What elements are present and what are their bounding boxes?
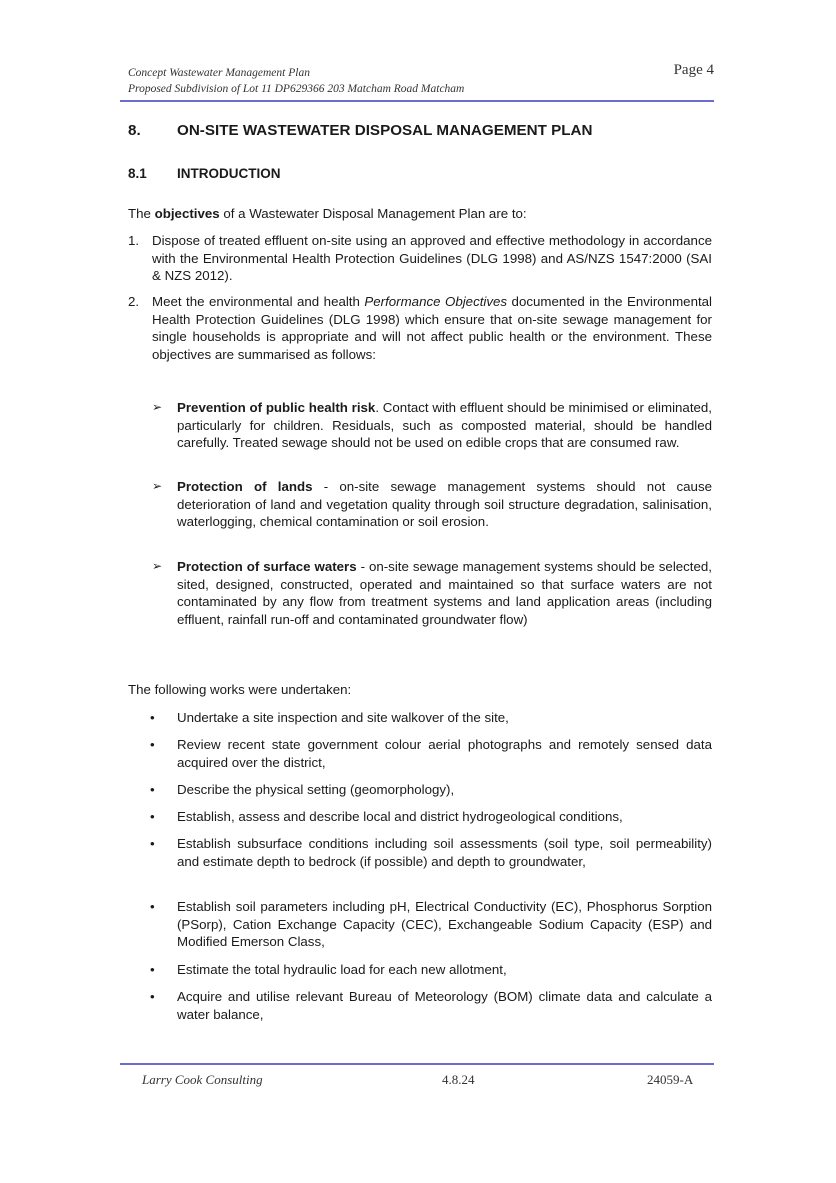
bullet-icon: •	[150, 899, 155, 914]
bullet-icon: •	[150, 737, 155, 752]
list-item: • Undertake a site inspection and site walkover of the site,	[150, 710, 509, 725]
bullet-icon: •	[150, 782, 155, 797]
subsection-heading	[128, 166, 281, 181]
list-number: 1.	[128, 233, 140, 248]
footer-date: 4.8.24	[442, 1072, 475, 1087]
performance-objective: ➢ Protection of surface waters - on-site sewage management systems should be selected, sited, designed, constructed, operated and maintained so that surface waters are not contaminated by any flow from treatment systems and land application areas (including effluent, rainfall run-off and contaminated groundwater flow)	[152, 559, 712, 627]
objective-text: Dispose of treated effluent on-site using an approved and effective methodology in accordance with the Environmental Health Protection Guidelines (DLG 1998) and AS/NZS 1547:2000 (SAI & NZS 2012).	[152, 233, 712, 283]
arrow-bullet-icon: ➢	[152, 479, 163, 493]
bullet-icon: •	[150, 962, 155, 977]
arrow-bullet-icon: ➢	[152, 559, 163, 573]
list-item: • Acquire and utilise relevant Bureau of Meteorology (BOM) climate data and calculate a water balance,	[150, 989, 712, 1022]
bullet-icon: •	[150, 836, 155, 851]
objective-item	[128, 232, 712, 285]
list-item: • Estimate the total hydraulic load for each new allotment,	[150, 962, 507, 977]
objectives-intro: The objectives of a Wastewater Disposal Management Plan are to:	[128, 206, 527, 221]
list-item: • Establish soil parameters including pH, Electrical Conductivity (EC), Phosphorus Sorption (PSorp), Cation Exchange Capacity (CEC), Exchangeable Sodium Capacity (ESP) and Modified Emerson Class,	[150, 899, 712, 949]
subsection-title: INTRODUCTION	[177, 166, 281, 181]
header-title: Concept Wastewater Management Plan	[128, 67, 310, 79]
footer-reference: 24059-A	[647, 1072, 694, 1087]
footer-rule	[120, 1063, 714, 1065]
list-item: • Establish, assess and describe local and district hydrogeological conditions,	[150, 809, 623, 824]
bullet-icon: •	[150, 989, 155, 1004]
arrow-bullet-icon: ➢	[152, 400, 163, 414]
works-intro: The following works were undertaken:	[128, 682, 352, 697]
page-number: Page 4	[673, 62, 714, 78]
section-title: ON-SITE WASTEWATER DISPOSAL MANAGEMENT PLAN	[177, 122, 593, 139]
list-number: 2.	[128, 294, 140, 309]
section-number: 8.	[128, 122, 141, 139]
header-subtitle: Proposed Subdivision of Lot 11 DP629366 203 Matcham Road Matcham	[128, 83, 465, 95]
subsection-number: 8.1	[128, 166, 147, 181]
list-item: • Review recent state government colour aerial photographs and remotely sensed data acquired over the district,	[150, 737, 712, 770]
objective-text: Meet the environmental and health Performance Objectives documented in the Environmental Health Protection Guidelines (DLG 1998) which ensure that on-site sewage management for single households is appropriate and will not affect public health or the environment. These objectives are summarised as follows:	[152, 294, 713, 362]
section-heading	[128, 122, 592, 139]
bullet-icon: •	[150, 710, 155, 725]
list-item: • Describe the physical setting (geomorphology),	[150, 782, 455, 797]
list-item: • Establish subsurface conditions including soil assessments (soil type, soil permeability) and estimate depth to bedrock (if possible) and depth to groundwater,	[150, 836, 712, 869]
bullet-icon: •	[150, 809, 155, 824]
performance-objective: ➢ Protection of lands - on-site sewage management systems should not cause deterioration of land and vegetation quality through soil structure degradation, salinisation, waterlogging, chemical contamination or soil erosion.	[152, 479, 712, 529]
running-header	[128, 65, 464, 97]
performance-objective: ➢ Prevention of public health risk. Contact with effluent should be minimised or eliminated, particularly for children. Residuals, such as composted material, should be handled carefully. Treated sewage should not be used on edible crops that are consumed raw.	[152, 400, 712, 450]
footer-company: Larry Cook Consulting	[142, 1072, 263, 1087]
objective-item	[128, 293, 712, 363]
header-rule	[120, 100, 714, 102]
